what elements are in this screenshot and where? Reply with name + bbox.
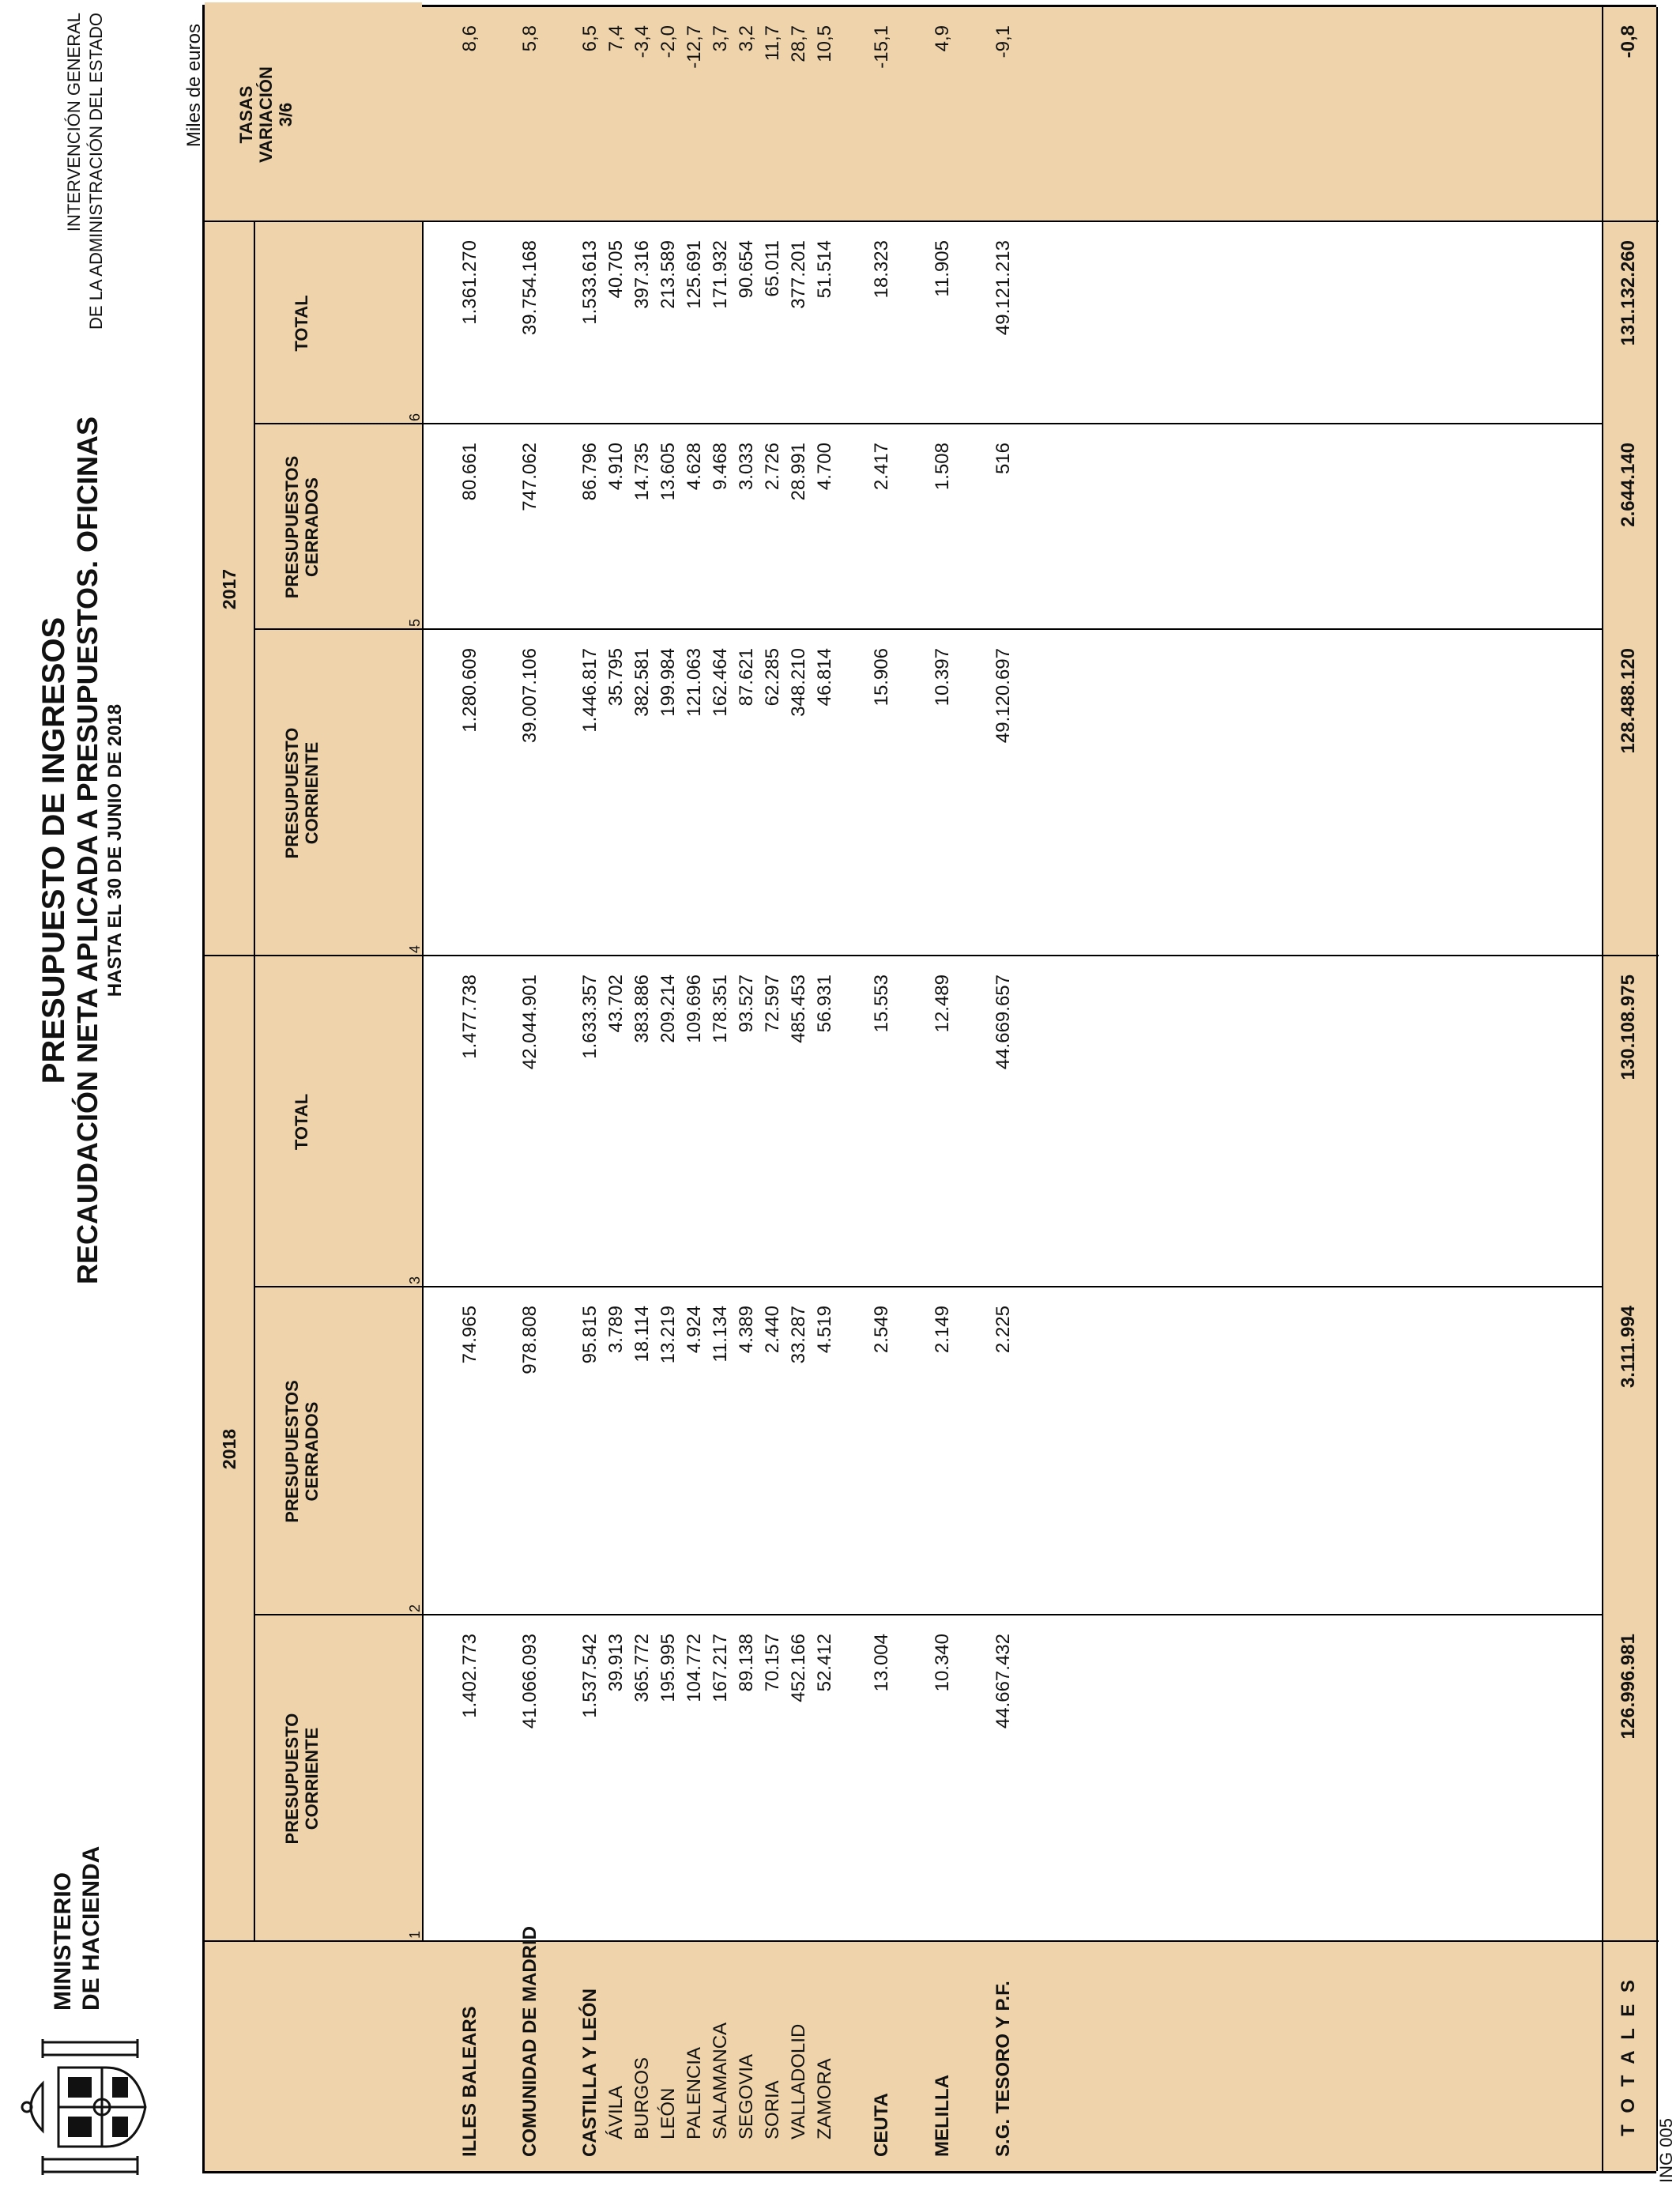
row-value-col-1: 44.667.432 <box>993 1634 1014 1729</box>
row-value-col-6: 18.323 <box>871 240 892 299</box>
row-value-col-3: 383.886 <box>631 974 653 1043</box>
row-value-col-5: 4.700 <box>814 443 835 491</box>
col-header-1-line-1: PRESUPUESTO <box>282 1713 302 1845</box>
row-value-col-4: 46.814 <box>814 648 835 707</box>
col-header-5-line-2: CERRADOS <box>302 477 322 577</box>
row-value-col-4: 10.397 <box>932 648 953 707</box>
row-value-col-3: 1.633.357 <box>579 974 601 1059</box>
row-value-col-4: 49.120.697 <box>993 648 1014 744</box>
row-value-col-2: 2.440 <box>762 1306 783 1354</box>
row-value-col-3: 72.597 <box>762 974 783 1033</box>
report-subtitle: RECAUDACIÓN NETA APLICADA A PRESUPUESTOS. OFICINAS <box>71 416 104 1285</box>
row-value-col-2: 13.219 <box>657 1306 679 1364</box>
divider-c5 <box>254 628 1603 630</box>
row-value-col-6: 49.121.213 <box>993 240 1014 336</box>
row-value-col-3: 43.702 <box>605 974 627 1033</box>
row-value-col-2: 2.549 <box>871 1306 892 1354</box>
col-header-3 <box>292 956 311 1287</box>
totals-c3: 130.108.975 <box>1618 974 1639 1080</box>
row-value-col-5: 80.661 <box>459 443 480 501</box>
col-number-4: 4 <box>407 944 423 953</box>
row-value-col-5: 2.417 <box>871 443 892 491</box>
row-value-col-7: 3,2 <box>736 25 757 52</box>
divider-c6 <box>254 423 1603 424</box>
row-value-col-6: 377.201 <box>788 240 809 309</box>
col-header-2-line-1: PRESUPUESTOS <box>282 1380 302 1523</box>
row-label: SALAMANCA <box>710 2022 731 2139</box>
row-label: ZAMORA <box>814 2058 835 2139</box>
row-value-col-2: 4.924 <box>684 1306 705 1354</box>
row-value-col-2: 3.789 <box>605 1306 627 1354</box>
col-number-6: 6 <box>407 413 423 421</box>
row-value-col-1: 39.913 <box>605 1634 627 1692</box>
ministry-name <box>49 1846 106 2011</box>
row-value-col-6: 39.754.168 <box>519 240 541 336</box>
row-value-col-6: 1.361.270 <box>459 240 480 325</box>
row-label: CEUTA <box>871 2093 892 2157</box>
row-value-col-3: 178.351 <box>710 974 731 1043</box>
row-value-col-2: 4.519 <box>814 1306 835 1354</box>
row-value-col-4: 199.984 <box>657 648 679 717</box>
row-value-col-1: 52.412 <box>814 1634 835 1692</box>
row-value-col-7: 6,5 <box>579 25 601 52</box>
agency-line-1: INTERVENCIÓN GENERAL <box>64 13 84 232</box>
row-value-col-3: 42.044.901 <box>519 974 541 1070</box>
row-label: COMUNIDAD DE MADRID <box>519 1926 541 2157</box>
row-value-col-2: 4.389 <box>736 1306 757 1354</box>
row-label: BURGOS <box>631 2056 653 2139</box>
col-header-rate <box>236 7 296 222</box>
totals-c2: 3.111.994 <box>1618 1306 1639 1389</box>
row-value-col-7: -2,0 <box>657 25 679 58</box>
col-number-2: 2 <box>407 1604 423 1612</box>
row-value-col-5: 28.991 <box>788 443 809 501</box>
row-value-col-7: 28,7 <box>788 25 809 62</box>
row-value-col-2: 11.134 <box>710 1306 731 1363</box>
row-value-col-7: 5,8 <box>519 25 541 52</box>
row-label: CASTILLA Y LEÓN <box>579 1989 601 2157</box>
totals-top-line <box>1602 7 1603 2171</box>
row-value-col-5: 9.468 <box>710 443 731 491</box>
row-value-col-1: 13.004 <box>871 1634 892 1692</box>
row-value-col-3: 15.553 <box>871 974 892 1033</box>
col-header-3-line-1: TOTAL <box>292 1093 311 1151</box>
row-label: S.G. TESORO Y P.F. <box>993 1981 1014 2157</box>
agency-name <box>63 13 107 503</box>
row-value-col-6: 90.654 <box>736 240 757 299</box>
row-value-col-5: 2.726 <box>762 443 783 491</box>
totals-c6: 131.132.260 <box>1618 240 1639 346</box>
col-header-rate-line-1: TASAS <box>236 85 256 144</box>
row-label: LEÓN <box>657 2087 679 2139</box>
row-value-col-7: -3,4 <box>631 25 653 58</box>
col-header-2 <box>282 1287 322 1615</box>
row-value-col-3: 44.669.657 <box>993 974 1014 1070</box>
row-value-col-2: 18.114 <box>631 1306 653 1363</box>
units-label: Miles de euros <box>183 24 205 148</box>
totals-c1: 126.996.981 <box>1618 1634 1639 1740</box>
row-value-col-1: 167.217 <box>710 1634 731 1702</box>
row-value-col-7: -12,7 <box>684 25 705 69</box>
row-value-col-3: 93.527 <box>736 974 757 1033</box>
col-header-1 <box>282 1615 322 1942</box>
row-value-col-4: 121.063 <box>684 648 705 717</box>
row-value-col-2: 74.965 <box>459 1306 480 1364</box>
row-value-col-5: 1.508 <box>932 443 953 491</box>
col-header-rate-line-2: VARIACIÓN <box>256 66 276 163</box>
row-value-col-2: 33.287 <box>788 1306 809 1364</box>
row-value-col-6: 125.691 <box>684 240 705 309</box>
row-value-col-4: 162.464 <box>710 648 731 717</box>
row-label: ÁVILA <box>605 2085 627 2139</box>
totals-c4: 128.488.120 <box>1618 648 1639 754</box>
row-value-col-5: 86.796 <box>579 443 601 501</box>
row-label: SEGOVIA <box>736 2053 757 2139</box>
row-value-col-7: 11,7 <box>762 25 783 61</box>
ministry-line-2: DE HACIENDA <box>78 1845 104 2011</box>
col-header-6-line-1: TOTAL <box>292 295 311 352</box>
totals-bottom-line <box>1656 7 1658 2171</box>
header-bottom-line <box>422 222 424 1942</box>
col-header-1-line-2: CORRIENTE <box>302 1727 322 1830</box>
row-label: VALLADOLID <box>788 2023 809 2139</box>
row-value-col-6: 397.316 <box>631 240 653 309</box>
col-header-2-line-2: CERRADOS <box>302 1401 322 1502</box>
row-label: SORIA <box>762 2080 783 2139</box>
row-value-col-4: 1.280.609 <box>459 648 480 733</box>
row-value-col-1: 452.166 <box>788 1634 809 1702</box>
row-value-col-6: 51.514 <box>814 240 835 299</box>
row-value-col-5: 4.628 <box>684 443 705 491</box>
row-value-col-1: 89.138 <box>736 1634 757 1692</box>
row-value-col-5: 14.735 <box>631 443 653 501</box>
row-value-col-3: 12.489 <box>932 974 953 1033</box>
row-value-col-6: 11.905 <box>932 240 953 297</box>
year-2017: 2017 <box>219 568 239 610</box>
row-value-col-4: 15.906 <box>871 648 892 707</box>
col-number-5: 5 <box>407 618 423 627</box>
row-value-col-3: 109.696 <box>684 974 705 1043</box>
divider-c2 <box>254 1614 1603 1615</box>
totals-rate: -0,8 <box>1618 25 1639 58</box>
report-title-block <box>36 376 126 1325</box>
row-value-col-7: 8,6 <box>459 25 480 52</box>
row-value-col-1: 1.402.773 <box>459 1634 480 1718</box>
row-value-col-1: 1.537.542 <box>579 1634 601 1718</box>
row-value-col-2: 978.808 <box>519 1306 541 1374</box>
divider-c3 <box>254 1286 1603 1287</box>
row-value-col-5: 747.062 <box>519 443 541 511</box>
row-value-col-1: 10.340 <box>932 1634 953 1692</box>
row-value-col-7: 3,7 <box>710 25 731 52</box>
row-value-col-4: 1.446.817 <box>579 648 601 733</box>
year-line <box>254 222 255 1942</box>
col-header-5-line-1: PRESUPUESTOS <box>282 455 302 599</box>
document-code: ING 005 <box>1656 2118 1676 2183</box>
report-date: HASTA EL 30 DE JUNIO DE 2018 <box>104 703 126 997</box>
totals-c5: 2.644.140 <box>1618 443 1639 527</box>
year-2018: 2018 <box>219 1428 239 1470</box>
row-value-col-7: 10,5 <box>814 25 835 62</box>
ministry-line-1: MINISTERIO <box>50 1872 76 2011</box>
coat-of-arms-icon <box>11 2036 153 2178</box>
row-value-col-6: 1.533.613 <box>579 240 601 325</box>
row-value-col-7: -15,1 <box>871 25 892 69</box>
data-table <box>202 5 1656 2173</box>
col-header-4-line-1: PRESUPUESTO <box>282 727 302 859</box>
row-value-col-1: 70.157 <box>762 1634 783 1692</box>
col-header-4-line-2: CORRIENTE <box>302 741 322 845</box>
row-value-col-1: 41.066.093 <box>519 1634 541 1729</box>
row-value-col-6: 65.011 <box>762 240 783 297</box>
row-value-col-5: 3.033 <box>736 443 757 491</box>
row-value-col-2: 2.225 <box>993 1306 1014 1354</box>
row-value-col-4: 382.581 <box>631 648 653 717</box>
row-value-col-1: 365.772 <box>631 1634 653 1702</box>
row-value-col-7: 7,4 <box>605 25 627 52</box>
row-value-col-4: 39.007.106 <box>519 648 541 744</box>
col-header-rate-line-3: 3/6 <box>276 102 296 127</box>
row-value-col-6: 40.705 <box>605 240 627 299</box>
report-title: PRESUPUESTO DE INGRESOS <box>36 616 71 1084</box>
row-value-col-2: 95.815 <box>579 1306 601 1364</box>
row-value-col-5: 516 <box>993 443 1014 475</box>
row-value-col-1: 195.995 <box>657 1634 679 1702</box>
row-value-col-1: 104.772 <box>684 1634 705 1702</box>
row-value-col-6: 171.932 <box>710 240 731 309</box>
row-value-col-4: 35.795 <box>605 648 627 707</box>
row-value-col-7: 4,9 <box>932 25 953 52</box>
row-value-col-7: -9,1 <box>993 25 1014 58</box>
row-value-col-3: 1.477.738 <box>459 974 480 1059</box>
row-value-col-5: 4.910 <box>605 443 627 491</box>
row-value-col-6: 213.589 <box>657 240 679 309</box>
col-header-5 <box>282 424 322 630</box>
row-value-col-3: 485.453 <box>788 974 809 1043</box>
row-value-col-4: 87.621 <box>736 648 757 707</box>
row-value-col-4: 348.210 <box>788 648 809 717</box>
col-number-3: 3 <box>407 1276 423 1284</box>
row-label: MELILLA <box>932 2075 953 2157</box>
row-value-col-5: 13.605 <box>657 443 679 501</box>
col-header-6 <box>292 222 311 424</box>
totals-label: T O T A L E S <box>1618 1977 1639 2136</box>
row-value-col-3: 209.214 <box>657 974 679 1043</box>
col-header-4 <box>282 630 322 956</box>
row-value-col-4: 62.285 <box>762 648 783 707</box>
col-number-1: 1 <box>407 1930 423 1939</box>
row-label: ILLES BALEARS <box>459 2006 480 2157</box>
row-value-col-3: 56.931 <box>814 974 835 1033</box>
agency-line-2: DE LA ADMINISTRACIÓN DEL ESTADO <box>86 13 106 330</box>
row-label: PALENCIA <box>684 2047 705 2139</box>
row-value-col-2: 2.149 <box>932 1306 953 1354</box>
